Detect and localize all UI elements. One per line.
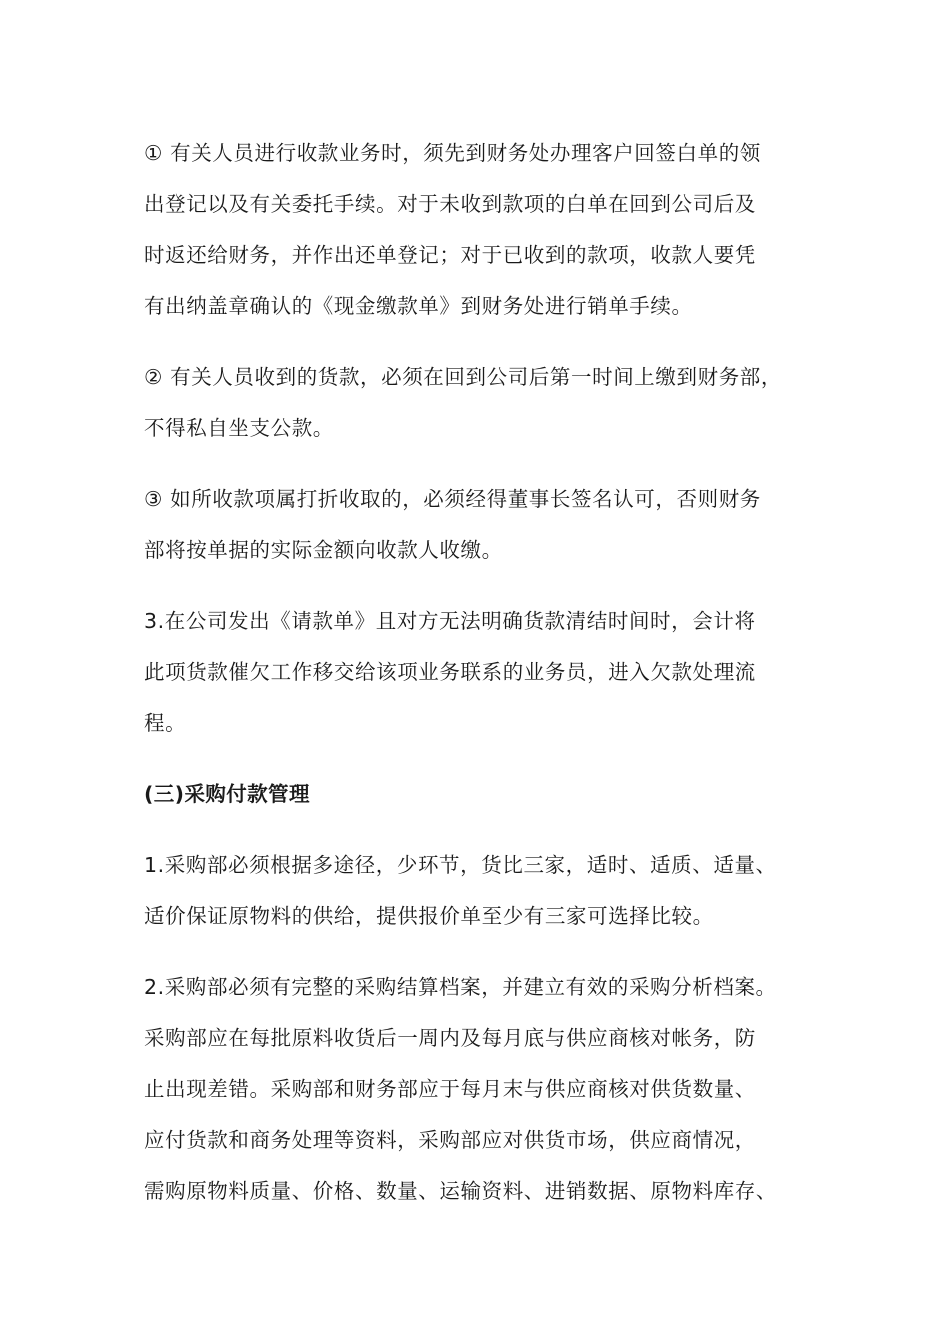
text-line: 采购部应在每批原料收货后一周内及每月底与供应商核对帐务，防 <box>144 1026 756 1050</box>
text-line: 程。 <box>144 711 187 735</box>
paragraph-spacer <box>144 820 824 840</box>
paragraph-spacer <box>144 749 824 769</box>
paragraph-purchase-2 <box>144 962 824 1217</box>
text-line: ③ 如所收款项属打折收取的，必须经得董事长签名认可，否则财务 <box>144 487 761 511</box>
text-line: 有出纳盖章确认的《现金缴款单》到财务处进行销单手续。 <box>144 294 693 318</box>
document-body <box>144 128 824 1217</box>
paragraph-item-2 <box>144 352 824 454</box>
text-line: 止出现差错。采购部和财务部应于每月末与供应商核对供货数量、 <box>144 1077 756 1101</box>
text-line: 出登记以及有关委托手续。对于未收到款项的白单在回到公司后及 <box>144 192 756 216</box>
text-line: 3.在公司发出《请款单》且对方无法明确货款清结时间时，会计将 <box>144 609 756 633</box>
section-heading: (三)采购付款管理 <box>144 782 310 806</box>
paragraph-spacer <box>144 454 824 474</box>
text-line: 2.采购部必须有完整的采购结算档案，并建立有效的采购分析档案。 <box>144 975 777 999</box>
text-line: 部将按单据的实际金额向收款人收缴。 <box>144 538 503 562</box>
text-line: 此项货款催欠工作移交给该项业务联系的业务员，进入欠款处理流 <box>144 660 756 684</box>
text-line: 应付货款和商务处理等资料，采购部应对供货市场，供应商情况， <box>144 1128 756 1152</box>
paragraph-spacer <box>144 332 824 352</box>
paragraph-item-1 <box>144 128 824 332</box>
paragraph-purchase-1 <box>144 840 824 942</box>
text-line: 不得私自坐支公款。 <box>144 416 334 440</box>
text-line: 1.采购部必须根据多途径，少环节，货比三家，适时、适质、适量、 <box>144 853 777 877</box>
text-line: ① 有关人员进行收款业务时，须先到财务处办理客户回签白单的领 <box>144 141 761 165</box>
paragraph-section-3 <box>144 596 824 749</box>
text-line: 适价保证原物料的供给，提供报价单至少有三家可选择比较。 <box>144 904 714 928</box>
paragraph-spacer <box>144 942 824 962</box>
text-line: ② 有关人员收到的货款，必须在回到公司后第一时间上缴到财务部， <box>144 365 782 389</box>
paragraph-spacer <box>144 576 824 596</box>
paragraph-item-3 <box>144 474 824 576</box>
text-line: 需购原物料质量、价格、数量、运输资料、进销数据、原物料库存、 <box>144 1179 777 1203</box>
text-line: 时返还给财务，并作出还单登记；对于已收到的款项，收款人要凭 <box>144 243 756 267</box>
